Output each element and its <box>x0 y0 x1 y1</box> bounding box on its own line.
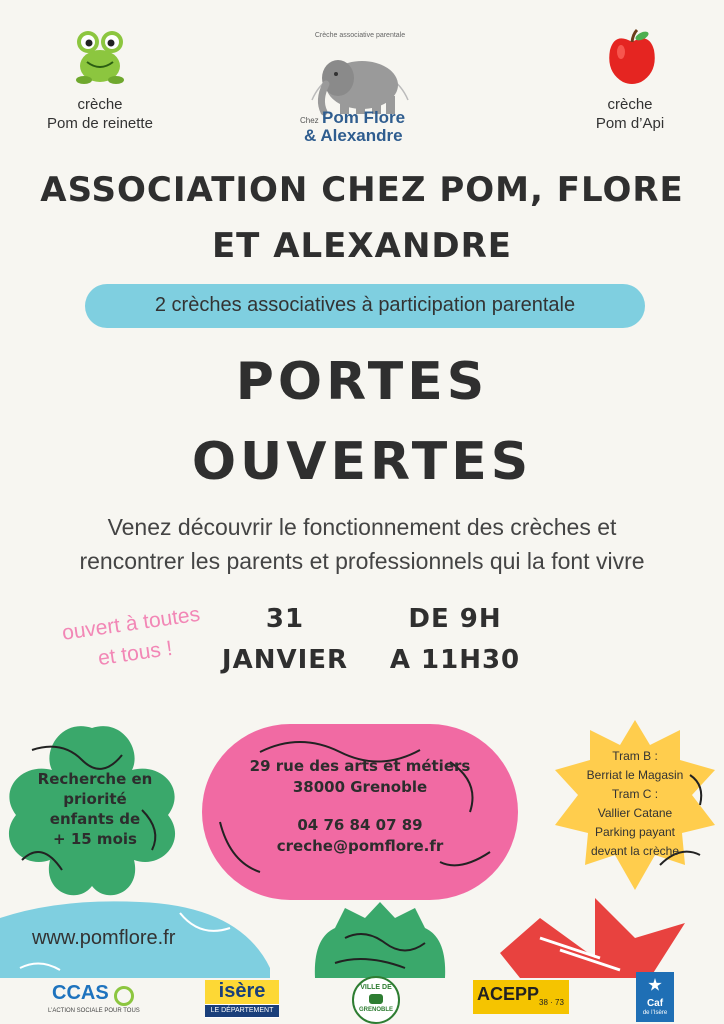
open-to-all <box>35 599 234 705</box>
caf-sub: de l’Isère <box>642 1010 668 1016</box>
transport-line4: Vallier Catane <box>597 806 673 820</box>
time-from: DE 9H <box>408 604 502 634</box>
association-logo <box>290 30 430 150</box>
date-day: 31 <box>265 604 305 634</box>
acepp-num: 38 · 73 <box>539 998 564 1007</box>
caf-logo <box>636 972 674 1022</box>
grenoble-logo <box>352 976 400 1024</box>
ccas-circle-icon <box>114 986 134 1006</box>
creche-left-line2: Pom de reinette <box>47 115 153 132</box>
priority-line3: enfants de <box>49 810 141 828</box>
header <box>0 0 724 160</box>
caf-name: Caf <box>646 998 664 1009</box>
frog-icon <box>70 28 130 88</box>
creche-left <box>25 28 175 138</box>
priority-line4: + 15 mois <box>53 830 137 848</box>
creche-right-line1: crèche <box>607 96 653 113</box>
subtitle: 2 crèches associatives à participation parentale <box>154 294 576 316</box>
logo-name2: & Alexandre <box>304 126 403 145</box>
creche-right <box>555 28 705 138</box>
acepp-name: ACEPP <box>477 984 540 1004</box>
logo-name1: Pom Flore <box>322 108 406 127</box>
logo-arc-text: Crèche associative parentale <box>314 32 406 39</box>
open-line2: et tous ! <box>96 636 174 671</box>
address-street: 29 rue des arts et métiers <box>249 757 471 775</box>
ccas-sub: L’ACTION SOCIALE POUR TOUS <box>48 1008 140 1014</box>
isere-logo <box>205 980 279 1018</box>
logo-chez: Chez <box>300 116 319 125</box>
priority-line1: Recherche en <box>37 770 153 788</box>
transport-line2: Berriat le Magasin <box>586 768 684 782</box>
grenoble-emblem-icon <box>369 994 383 1004</box>
transport-line1: Tram B : <box>612 749 658 763</box>
date-month: JANVIER <box>221 645 349 675</box>
grenoble-top: VILLE DE <box>360 984 392 991</box>
ccas-name: CCAS <box>52 982 109 1004</box>
title-line1: ASSOCIATION CHEZ POM, FLORE <box>40 170 684 210</box>
priority-line2: priorité <box>63 790 127 808</box>
caf-star-icon <box>648 978 662 992</box>
time-to: A 11H30 <box>389 645 521 675</box>
event-line2: OUVERTES <box>191 432 533 492</box>
transport-line5: Parking payant <box>594 825 676 839</box>
apple-icon <box>605 28 659 86</box>
pink-address-shape <box>200 722 520 902</box>
event-line1: PORTES <box>235 352 489 412</box>
elephant-icon <box>290 30 430 120</box>
partners-bar <box>0 972 724 1024</box>
ccas-logo <box>48 980 138 1020</box>
address-phone: 04 76 84 07 89 <box>297 816 423 834</box>
isere-name: isère <box>205 980 279 1004</box>
description-line2: rencontrer les parents et professionnels qui la font vivre <box>79 548 645 574</box>
title-line2: ET ALEXANDRE <box>211 226 513 266</box>
isere-sub: LE DÉPARTEMENT <box>205 1005 279 1017</box>
creche-right-line2: Pom d’Api <box>595 115 665 132</box>
address-city: 38000 Grenoble <box>292 778 428 796</box>
description-line1: Venez découvrir le fonctionnement des crèches et <box>107 514 617 540</box>
transport-line3: Tram C : <box>611 787 659 801</box>
open-line1: ouvert à toutes <box>60 602 202 645</box>
green-gear-shape <box>305 898 455 978</box>
grenoble-bottom: GRENOBLE <box>358 1007 393 1013</box>
transport-line6: devant la crèche <box>590 844 680 858</box>
red-shape <box>500 898 690 978</box>
address-email[interactable]: creche@pomflore.fr <box>276 837 444 855</box>
acepp-logo <box>473 980 569 1014</box>
website-link[interactable]: www.pomflore.fr <box>32 927 176 949</box>
creche-left-line1: crèche <box>77 96 123 113</box>
